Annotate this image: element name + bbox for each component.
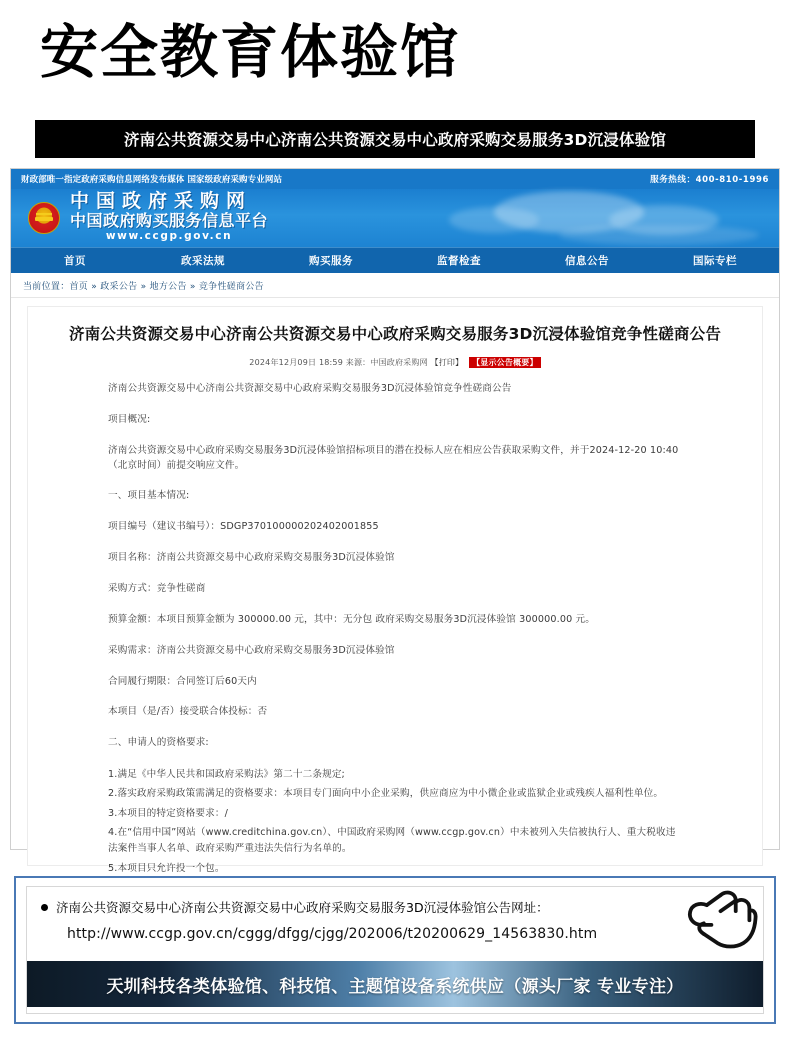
callout-notice-label: 济南公共资源交易中心济南公共资源交易中心政府采购交易服务3D沉浸体验馆公告网址： xyxy=(56,900,549,915)
body-paragraph: 二、申请人的资格要求: xyxy=(108,737,209,749)
company-footer-banner xyxy=(27,961,763,1007)
pointing-hand-icon xyxy=(681,885,757,951)
nav-item-regulations[interactable]: 政采法规 xyxy=(181,255,225,267)
breadcrumb[interactable] xyxy=(11,273,779,298)
nav-item-home[interactable]: 首页 xyxy=(64,255,86,267)
body-paragraph: 采购需求：济南公共资源交易中心政府采购交易服务3D沉浸体验馆 xyxy=(108,644,395,656)
nav-item-international[interactable]: 国际专栏 xyxy=(693,255,737,267)
promo-subtitle-bar xyxy=(35,120,755,158)
site-topbar xyxy=(11,169,779,189)
breadcrumb-text: 当前位置：首页 » 政采公告 » 地方公告 » 竞争性磋商公告 xyxy=(23,281,264,292)
nav-item-services[interactable]: 购买服务 xyxy=(309,255,353,267)
site-navigation[interactable] xyxy=(11,247,779,273)
body-paragraph: 济南公共资源交易中心政府采购交易服务3D沉浸体验馆招标项目的潜在投标人应在相应公告获取采购文件，并于2024-12-20 10:40 （北京时间）前提交响应文件。 xyxy=(108,444,679,471)
body-paragraph: 项目名称：济南公共资源交易中心政府采购交易服务3D沉浸体验馆 xyxy=(108,552,395,564)
website-screenshot xyxy=(10,168,780,874)
requirement-item: 5.本项目只允许投一个包。 xyxy=(108,862,225,874)
requirement-item: 3.本项目的特定资格要求：/ xyxy=(108,807,229,819)
cloud-decoration xyxy=(559,225,759,245)
nav-item-notices[interactable]: 信息公告 xyxy=(565,255,609,267)
callout-notice-line xyxy=(41,899,749,917)
company-footer-text: 天圳科技各类体验馆、科技馆、主题馆设备系统供应（源头厂家 专业专注） xyxy=(106,976,684,997)
site-logo-line2: 中国政府购买服务信息平台 xyxy=(70,211,269,231)
announcement-source: 来源：中国政府采购网 xyxy=(345,358,428,368)
print-button[interactable]: 【打印】 xyxy=(430,358,464,368)
announcement-meta xyxy=(28,357,762,368)
promo-header xyxy=(0,0,790,118)
body-paragraph: 预算金额：本项目预算金额为 300000.00 元，其中：无分包 政府采购交易服务3D沉浸体验馆 300000.00 元。 xyxy=(108,613,596,625)
requirement-item: 2.落实政府采购政策需满足的资格要求：本项目专门面向中小企业采购，供应商应为中小微企业或监狱企业或残疾人福利性单位。 xyxy=(108,788,664,800)
cloud-decoration xyxy=(449,207,539,233)
body-paragraph: 合同履行期限：合同签订后60天内 xyxy=(108,675,257,687)
site-logo[interactable] xyxy=(70,192,268,243)
page-title: 安全教育体验馆 xyxy=(40,18,461,86)
site-slogan: 财政部唯一指定政府采购信息网络发布媒体 国家级政府采购专业网站 xyxy=(21,175,283,185)
announcement-url-link[interactable]: http://www.ccgp.gov.cn/cggg/dfgg/cjgg/202006/t20200629_14563830.htm xyxy=(67,925,598,942)
national-emblem-icon xyxy=(28,202,60,234)
site-banner xyxy=(11,189,779,247)
announcement-url-callout xyxy=(14,876,776,1024)
nav-item-supervision[interactable]: 监督检查 xyxy=(437,255,481,267)
promo-subtitle: 济南公共资源交易中心济南公共资源交易中心政府采购交易服务3D沉浸体验馆 xyxy=(123,131,667,149)
bullet-dot-icon xyxy=(41,904,48,911)
announcement-datetime: 2024年12月09日 18:59 xyxy=(249,358,344,368)
body-paragraph: 项目编号（建议书编号）：SDGP370100000202402001855 xyxy=(108,521,379,533)
show-summary-badge[interactable]: 【显示公告概要】 xyxy=(469,357,541,368)
callout-inner xyxy=(26,886,764,1014)
body-paragraph: 济南公共资源交易中心济南公共资源交易中心政府采购交易服务3D沉浸体验馆竞争性磋商公告 xyxy=(108,383,512,395)
body-paragraph: 采购方式：竞争性磋商 xyxy=(108,583,206,595)
site-logo-url: www.ccgp.gov.cn xyxy=(105,229,233,242)
announcement-document xyxy=(27,306,763,874)
service-hotline: 服务热线：400-810-1996 xyxy=(650,175,769,185)
requirement-item: 4.在“信用中国”网站（www.creditchina.gov.cn）、中国政府采购网（www.ccgp.gov.cn）中未被列入失信被执行人、重大税收违法案件当事人名单、政府采购严重违法失信行为名单的。 xyxy=(108,827,676,855)
body-paragraph: 本项目（是/否）接受联合体投标：否 xyxy=(108,706,268,718)
body-paragraph: 一、项目基本情况: xyxy=(108,490,190,502)
announcement-body xyxy=(28,368,762,877)
body-paragraph: 项目概况: xyxy=(108,413,151,425)
site-logo-line1: 中国政府采购网 xyxy=(70,190,253,213)
requirement-item: 1.满足《中华人民共和国政府采购法》第二十二条规定; xyxy=(108,769,345,781)
announcement-title: 济南公共资源交易中心济南公共资源交易中心政府采购交易服务3D沉浸体验馆竞争性磋商公告 xyxy=(68,325,722,343)
